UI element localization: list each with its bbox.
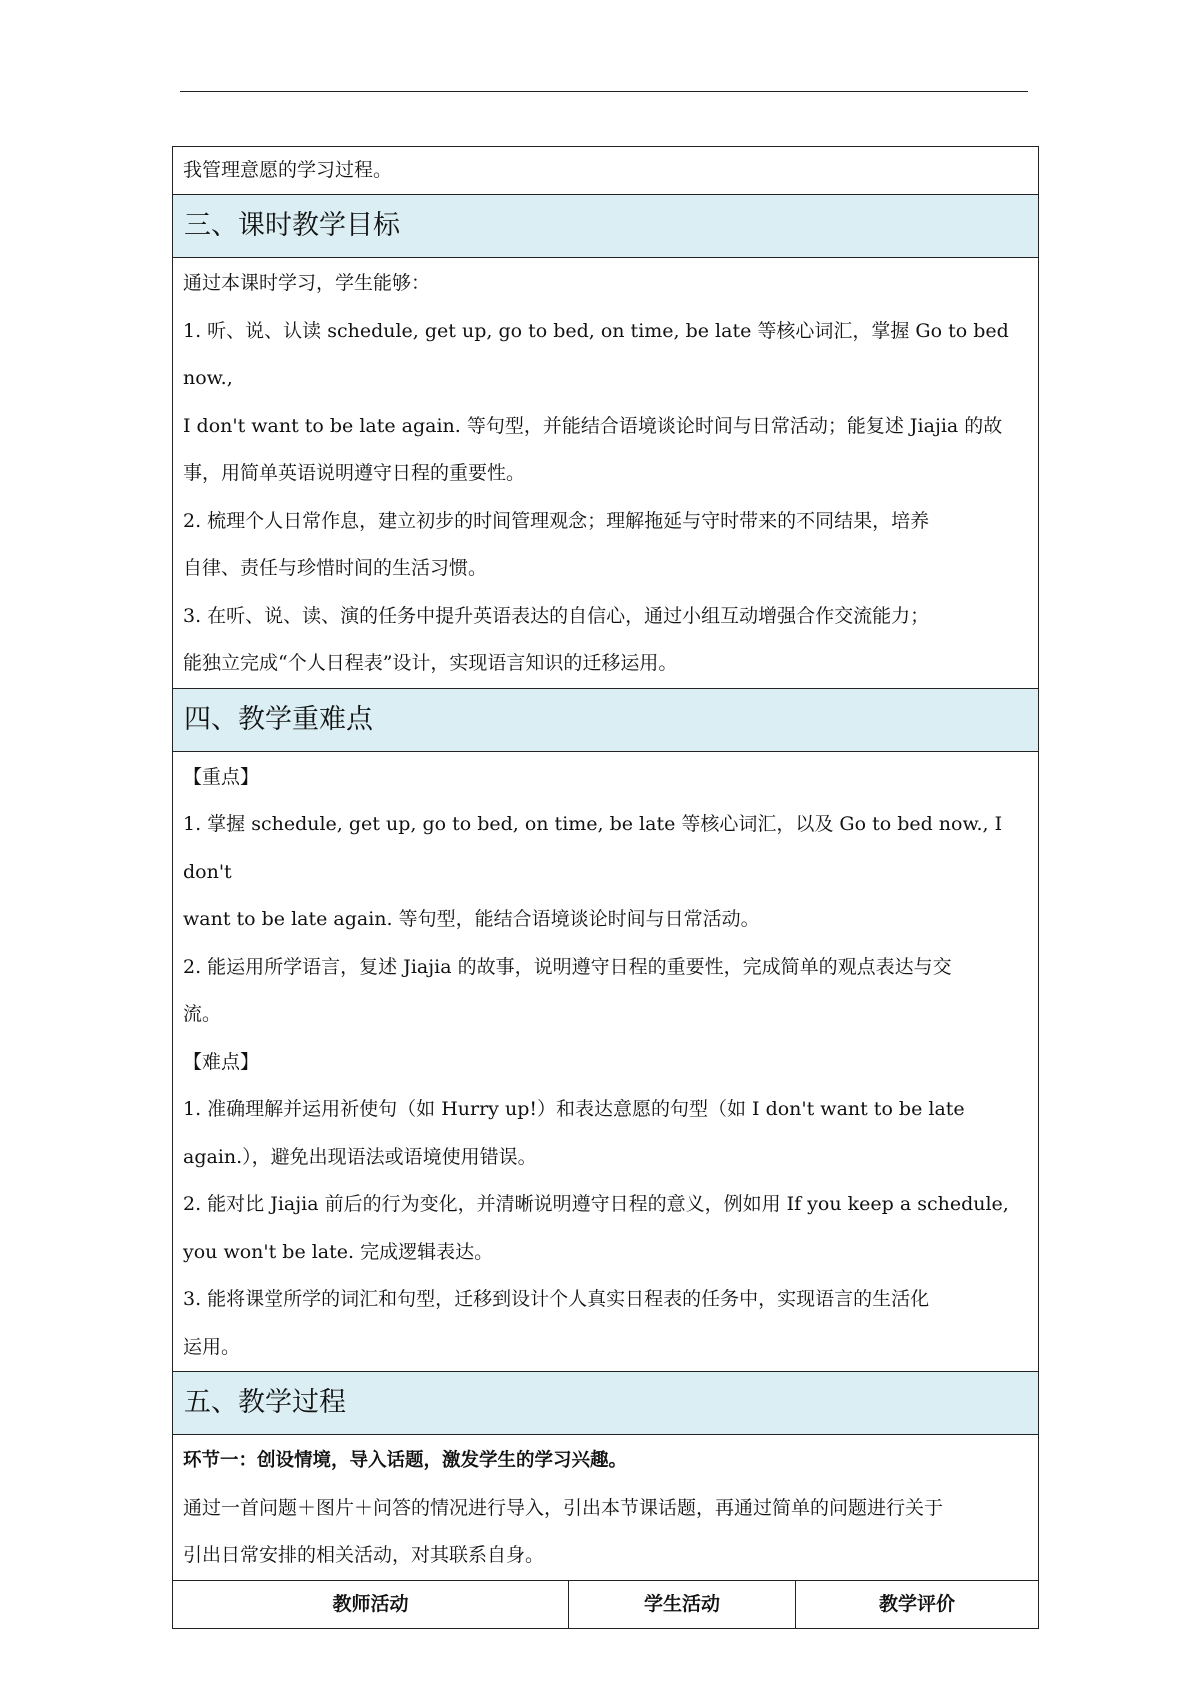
section5-body-row (173, 1435, 1039, 1581)
column-header-teacher: 教师活动 (173, 1580, 569, 1628)
section5-line: 引出日常安排的相关活动，对其联系自身。 (183, 1544, 545, 1566)
intro-cell (173, 147, 1039, 195)
section3-line: 事，用简单英语说明遵守日程的重要性。 (183, 462, 526, 484)
section4-line: 【难点】 (183, 1050, 260, 1073)
section3-line: 自律、责任与珍惜时间的生活习惯。 (183, 557, 488, 579)
section4-line: 2. 能对比 Jiajia 前后的行为变化，并清晰说明遵守日程的意义，例如用 If you keep a schedule, (183, 1193, 1009, 1215)
section5-line: 通过一首问题＋图片＋问答的情况进行导入，引出本节课话题，再通过简单的问题进行关于 (183, 1496, 944, 1519)
section3-title: 三、课时教学目标 (173, 195, 1039, 258)
section4-body-row (173, 751, 1039, 1372)
section3-line: 能独立完成“个人日程表”设计，实现语言知识的迁移运用。 (183, 652, 678, 674)
section4-line: you won't be late. 完成逻辑表达。 (183, 1240, 494, 1263)
section5-body (173, 1435, 1039, 1581)
section3-line: 1. 听、说、认读 schedule, get up, go to bed, on time, be late 等核心词汇，掌握 Go to bed now., (183, 319, 1009, 389)
section4-line: again.），避免出现语法或语境使用错误。 (183, 1145, 537, 1168)
section3-line: 3. 在听、说、读、演的任务中提升英语表达的自信心，通过小组互动增强合作交流能力； (183, 604, 930, 627)
section3-line: 2. 梳理个人日常作息，建立初步的时间管理观念；理解拖延与守时带来的不同结果，培养 (183, 509, 930, 532)
section4-line: 3. 能将课堂所学的词汇和句型，迁移到设计个人真实日程表的任务中，实现语言的生活化 (183, 1288, 930, 1310)
section4-line: want to be late again. 等句型，能结合语境谈论时间与日常活动。 (183, 908, 760, 930)
column-header-student: 学生活动 (569, 1580, 796, 1628)
section5-header-row (173, 1372, 1039, 1435)
section3-header-row (173, 195, 1039, 258)
header-rule (180, 91, 1028, 92)
section3-body-row (173, 258, 1039, 689)
lesson-plan-table (172, 146, 1039, 1629)
intro-row (173, 147, 1039, 195)
section4-body (173, 751, 1039, 1372)
section4-line: 1. 准确理解并运用祈使句（如 Hurry up!）和表达意愿的句型（如 I don't want to be late (183, 1098, 965, 1120)
section4-line: 1. 掌握 schedule, get up, go to bed, on time, be late 等核心词汇，以及 Go to bed now., I don't (183, 813, 1003, 883)
section4-line: 【重点】 (183, 765, 260, 788)
activity-columns-row (173, 1580, 1039, 1628)
section3-body (173, 258, 1039, 689)
section4-line: 流。 (183, 1003, 222, 1025)
section3-line: 通过本课时学习，学生能够： (183, 272, 431, 294)
column-header-evaluation: 教学评价 (796, 1580, 1039, 1628)
section4-header-row (173, 688, 1039, 751)
intro-text: 我管理意愿的学习过程。 (183, 159, 393, 181)
section4-line: 运用。 (183, 1335, 241, 1358)
step-title: 环节一：创设情境，导入话题，激发学生的学习兴趣。 (183, 1450, 628, 1471)
section5-title: 五、教学过程 (173, 1372, 1039, 1435)
section4-title: 四、教学重难点 (173, 688, 1039, 751)
section3-line: I don't want to be late again. 等句型，并能结合语境谈论时间与日常活动；能复述 Jiajia 的故 (183, 414, 1003, 437)
section4-line: 2. 能运用所学语言，复述 Jiajia 的故事，说明遵守日程的重要性，完成简单的观点表达与交 (183, 955, 952, 978)
